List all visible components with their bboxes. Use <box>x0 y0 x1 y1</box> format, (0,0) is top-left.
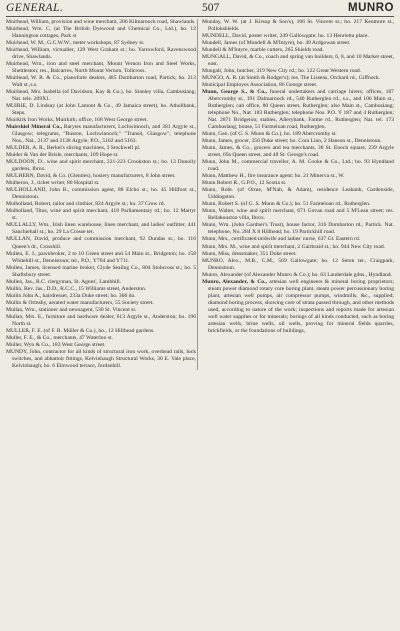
directory-entry: MUNDY, John, contractor for all kinds of structural iron work, overhead rails, lock switches, and abbattoir fittings, Kelvinhaugh Structural Works, 30 E. Vale place, Kelvinhaugh; ho. 6 Elmwood terrace, Jordanhill. <box>6 348 196 369</box>
directory-entry: Munn, Matthew H., fire insurance agent; ho. 21 Minerva st., W. <box>202 173 345 180</box>
directory-entry: Munn, Robt. (of Orme, M'Nab, & Adam), residence Leabank, Gardenside, Uddingston. <box>202 187 394 201</box>
directory-entry: Muirhead, William, victualler, 129 West Graham st.; ho. Yarrowford, Ravenswood drive, Shawlands. <box>6 47 196 61</box>
directory-entry: Mullan, Mrs. E., furniture and hardware dealer, 613 Argyle st., Anderston; ho. 196 North st. <box>6 313 196 327</box>
directory-entry: Munn, Walter, wine and spirit merchant, 671 Govan road and 5 M'Lean street; res. Bellahouston villa, Ibrox. <box>202 208 394 222</box>
directory-entry: Muirhead, W. R. & Co., pianoforte dealers, 485 Dumbarton road, Partick; ho. 213 Walt st.,s.s. <box>6 75 196 89</box>
directory-entry: MUNGALL, David, & Co., coach and spring van builders, 6, 8, and 10 Market street, east. <box>202 54 394 68</box>
directory-entry: MUNRO, Alex., M.B., C.M., 569 Gallowgate; ho. 12 Seton ter., Craigpark, Dennistoun. <box>202 257 394 271</box>
directory-entry: Munn, Miss, dressmaker, 351 Duke street. <box>202 250 297 257</box>
directory-entry: Munn, Robert S. (of G. S. Munn & Co.); ho. 51 Farmeloan rd., Rutherglen. <box>202 201 371 208</box>
directory-entry: Mundell, James (of Mundell & M'Intyre), ho. 49 Ardgowan street. <box>202 40 351 47</box>
directory-entry: Munro, Alexander (of Alexander Munro & Co.); ho. 63 Lauderdale gdns., Hyndland. <box>202 271 392 278</box>
directory-entry: Mulholland, Robert, tailor and clothier, 824 Argyle st.; ho. 37 Crow rd. <box>6 201 165 208</box>
directory-entry: Munn, Mrs., certificated midwife and ladies' nurse, 637 Gt. Eastern rd. <box>202 236 361 243</box>
directory-entry: Muirhead, William, provision and wine merchant, 206 Kilmarnock road, Shawlands. <box>6 19 196 25</box>
directory-entry: Munn, John M., commercial traveller, A. M. Cooke & Co., Ltd.; ho. 93 Hyndland road. <box>202 159 394 173</box>
directory-entry: MULDOON, D., wine and spirit merchant, 221-223 Crookston st.; ho. 13 Dunolly gardens, Ibrox. <box>6 159 196 173</box>
directory-entry: Munn, George S., & Co., funeral undertakers and carriage hirers; offices, 187 Abercromby st., 191 Dalmarnock rd., 540 Rutherglen rd., s.s., and 106 Main st., Rutherglen; cab office, 80 Queen street, Rutherglen; also Main st., Cambuslang; telephone No., Nat. 183 Rutherglen; telephone Nos. P.O. Y 187 and 4 Rutherglen; Nat. 2871 Bridgeton; stables, Allerybank, Farme rd., Rutherglen; Nat. tel. 173 Cambuslang; house, 51 Farmeloan road, Rutherglen. <box>202 89 394 131</box>
directory-entry: Munro, Alexander, & Co., artesian well engineers & mineral boring proprietors; steam power diamond rotary core boring plant, steam power percussionary boring plant, artesian well pumps, air compressor pumps, windmills, &c., supplied; diamond boring process, showing core of strata passed through, and other methods used, according to nature of the work; inspections and reports made for artesian well water supplies or for minerals; borings of all kinds conducted, such as boring artesian wells, brine wells, oil wells, proving for mineral fields quarries, brickfields, or the foundations of buildings, <box>202 278 394 334</box>
directory-entry: Muirhead, Wm. C. (at The British Dyewood and Chemical Co., Ltd.), ho. 12 Hannington cottages, Park st <box>6 26 196 40</box>
directory-entry: MULLAN, David, produce and commission merchant, 92 Dundas st.; ho. 116 Queen's dr., Crosshill. <box>6 236 196 250</box>
directory-entry: MULHOLLAND, John B., commission agent, 88 Elcho st.; ho. 45 Hillfoot st., Dennistoun. <box>6 187 196 201</box>
directory-entry: Mungall, John, butcher, 319 New City rd.; ho. 122 Great Western road. <box>202 68 362 75</box>
directory-entry: MULDER, A. R., Berkel's slicing machines, 3 Stockwell pl. <box>6 145 141 152</box>
directory-entry: MUNDELL, David, poster writer, 249 Gallowgate; ho. 13 Henrietta place. <box>202 33 369 40</box>
directory-entry: Munn, Wm. (John Gardner's Trust), house factor, 316 Dumbarton rd., Partick. Nat. telephone, No. 284 X 8 Hillhead; ho. 19 Partickhill road. <box>202 222 394 236</box>
directory-entry: Mullen, Jas., R.C. clergyman, St. Agnes', Lambhill. <box>6 278 122 285</box>
section-title: GENERAL. <box>6 2 64 14</box>
columns <box>6 19 394 370</box>
directory-entry: Muller, Wyn & Co., 183 West George street. <box>6 341 106 348</box>
directory-entry: Mullen, E. J., pawnbroker, 2 to 10 Green street and 54 Main st., Bridgeton; ho. 158 Whitehill st., Dennistoun; tel., P.O., Y704 and Y711. <box>6 250 196 264</box>
directory-entry: Munn, Geo. (of G. S. Munn & Co.), ho. 189 Abercromby st. <box>202 131 337 138</box>
directory-entry: Mullin, Rev. Jas., D.D., R.C.C., 15 Williams street, Anderston. <box>6 285 147 292</box>
guide-word: MUNRO <box>348 2 394 14</box>
right-column <box>197 19 394 370</box>
directory-entry: Mullan, Wm., stationer and newsagent, 530 St. Vincent st. <box>6 306 137 313</box>
directory-entry: Munn, James, grocer, 356 Duke street; ho. Cora Linn, 2 Hanson st., Dennistoun. <box>202 138 382 145</box>
directory-entry: Muller, F. E., & Co., merchants, 47 Waterloo st. <box>6 334 113 341</box>
directory-entry: Munday, W. W. (at J. Kirsop & Son's), 106 St. Vincent st.; ho. 217 Kenmure st., Pollokshields. <box>202 19 394 33</box>
directory-entry: MULHERN, David, & Co. (Glenties), hosiery manufacturers, 8 John street. <box>6 173 176 180</box>
directory-entry: Mullin & Ormsby, aerated water manufacturers, 55 Society street. <box>6 299 154 306</box>
directory-entry: Munn, Mrs. M., wine and spirit merchant, 2 Gairbraid st.; ho. 944 New City road. <box>202 243 386 250</box>
directory-entry: Mullen, James, licensed marine broker, Clyde Sealing Co., 804 Stobcross st.; ho. 5 Shaftsbury street. <box>6 264 196 278</box>
directory-entry: Muirhead, W. M., G.C.W.W., meter workshops, 87 Sydney st. <box>6 40 145 47</box>
directory-entry: Mulder & Van der Brisle, merchants, 109 Hope st. <box>6 152 119 159</box>
directory-entry: Municipal Employes Association, 86 George street. <box>202 82 318 89</box>
left-column <box>6 19 196 370</box>
page-number: 507 <box>202 2 220 14</box>
directory-entry: Muirshiel Mineral Co., Barytes manufacturers, Lochwinnoch, and 381 Argyle st., Glasgow; telegrams, "Ruston, Lochwinnoch;" "Transit, Glasgow"; telephone Nos., Nat., 2137 and 2138 Argyle; P.O., 5162 and 5163. <box>6 124 196 145</box>
directory-entry: Mulholland, Titus, wine and spirit merchant, 418 Parliamentary rd.; ho. 12 Martyr st. <box>6 208 196 222</box>
directory-entry: MULLALLY, Wm., Irish linen warehouse, linen merchant, and ladies' outfitter, 441 Sauchiehall st.; ho. 29 La Crosse ter. <box>6 222 196 236</box>
directory-entry: Munn, James, & Co., grocers and tea merchants, 38 St. Enoch square, 239 Argyle street, 69a Queen street, and 48 St. George's road. <box>202 145 394 159</box>
directory-entry: MUIRIE, D. Lindsay (at John Lamont & Co., 49 Jamaica street), ho. Athollbank, Steps. <box>6 103 196 117</box>
directory-entry: Munn Robert R., G.P.O., 12 Scotia st. <box>202 180 287 187</box>
directory-entry: Muirhead, Wm., iron and steel merchant, Mount Vernon Iron and Steel Works, Shettleston; res., Balcarres, North Mount Vernon, Tollcross. <box>6 61 196 75</box>
directory-entry: Mundell & M'Intyre, marble cutters, 265 Shields road. <box>202 47 324 54</box>
directory-entry: Muirkirk Iron Works, Muirkirk; office, 168 West George street. <box>6 117 148 124</box>
directory-entry: Muirhead, Mrs. Isabella (of Davidson, Kay & Co.), ho. Stanley villa, Cambuslang; Nat. tele. 209X1. <box>6 89 196 103</box>
directory-entry: MULLER, F. E. (of F. R. Müller & Co.), ho., 12 Hillhead gardens. <box>6 327 155 334</box>
directory-entry: Mulheron, J., ticket writer, 80 Hospital st. <box>6 180 100 187</box>
directory-entry: Mullin John A., hairdresser, 233a Duke street; ho. 366 do. <box>6 292 136 299</box>
page-header <box>6 2 394 17</box>
directory-entry: MUNGO, A. R. (at Smith & Rodger's); res. The Lissens, Orchard rd., Giffnock. <box>202 75 381 82</box>
